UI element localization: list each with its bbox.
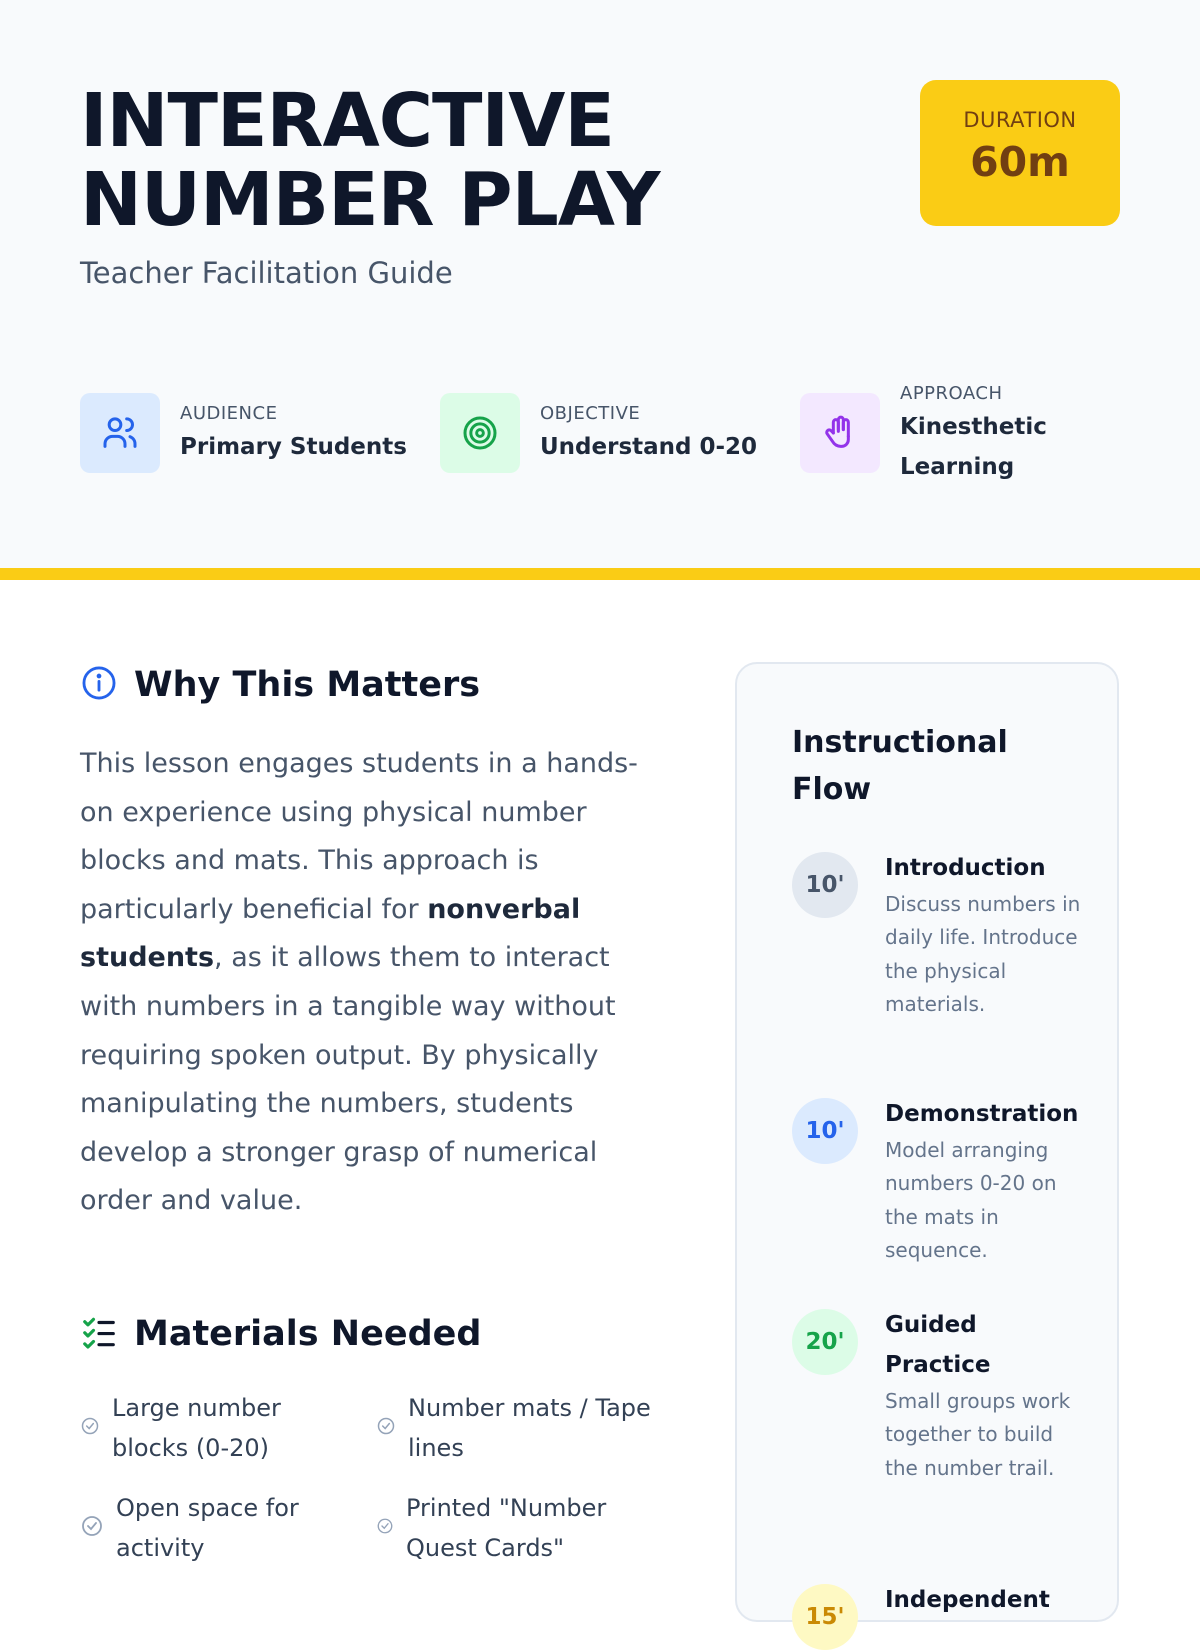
title-line-1: INTERACTIVE [80,78,614,164]
material-item [376,1388,666,1468]
checklist-icon [80,1313,118,1355]
why-title: Why This Matters [134,665,481,705]
material-text: Number mats / Tape lines [408,1394,651,1462]
why-heading [80,664,480,706]
accent-divider [0,568,1200,580]
materials-title: Materials Needed [134,1314,482,1354]
flow-step [792,1098,1092,1298]
step-description: Model arranging numbers 0-20 on the mats in sequence. [885,1138,1057,1263]
step-title: Introduction [885,855,1046,881]
check-circle-icon [376,1416,396,1440]
step-title: Guided Practice [885,1312,991,1378]
flow-step [792,1584,1092,1644]
why-text-1: This lesson engages students in a hands-on experience using physical number blocks and mats. This approach is particularly beneficial for [80,748,638,925]
users-icon [80,393,160,473]
meta-value-approach [900,407,1047,487]
step-description: Small groups work together to build the number trail. [885,1389,1071,1480]
why-text-2: , as it allows them to interact with numbers in a tangible way without requiring spoken output. By physically manipulating the numbers, students develop a stronger grasp of numerical order and value. [80,942,616,1217]
step-description: Discuss numbers in daily life. Introduce the physical materials. [885,892,1081,1017]
meta-value-approach-line2: Learning [900,454,1015,480]
materials-heading [80,1313,481,1355]
step-time-badge: 15' [792,1584,858,1650]
step-title: Independent [885,1587,1050,1613]
check-circle-icon [80,1514,104,1542]
meta-label-audience: AUDIENCE [180,403,278,424]
step-time-badge: 10' [792,852,858,918]
meta-value-approach-line1: Kinesthetic [900,414,1047,440]
duration-label: DURATION [963,108,1077,132]
material-item [80,1388,330,1468]
header-section [0,0,1200,568]
step-time-badge: 20' [792,1309,858,1375]
info-icon [80,664,118,706]
step-title: Demonstration [885,1101,1079,1127]
flow-step [792,852,1092,1072]
instructional-flow-card [735,662,1119,1630]
material-text: Open space for activity [116,1494,299,1562]
step-time-badge: 10' [792,1098,858,1164]
why-text-bold: nonverbal students [80,893,581,974]
why-paragraph [80,740,650,1226]
duration-value: 60m [970,138,1070,186]
material-item [80,1488,330,1568]
check-circle-icon [80,1416,100,1440]
material-item [376,1488,666,1568]
hand-icon [800,393,880,473]
meta-label-objective: OBJECTIVE [540,403,641,424]
check-circle-icon [376,1517,394,1539]
meta-value-objective: Understand 0-20 [540,434,758,460]
material-text: Printed "Number Quest Cards" [406,1494,607,1562]
page-subtitle: Teacher Facilitation Guide [80,256,453,290]
flow-step [792,1309,1092,1549]
target-icon [440,393,520,473]
meta-value-audience: Primary Students [180,434,407,460]
meta-label-approach: APPROACH [900,383,1003,404]
material-text: Large number blocks (0-20) [112,1394,281,1462]
page-title [80,78,660,243]
flow-title: Instructional Flow [792,725,1008,807]
duration-badge [920,80,1120,226]
title-line-2: NUMBER PLAY [80,157,660,243]
